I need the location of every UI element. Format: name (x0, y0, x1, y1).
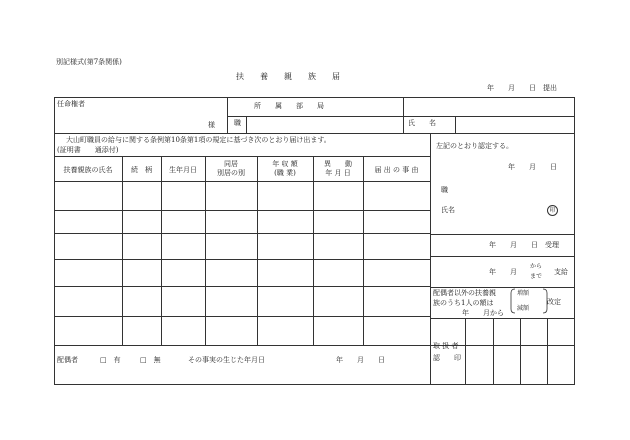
rule-col-1 (122, 156, 123, 345)
rule-top (54, 97, 575, 98)
name-label: 氏 名 (408, 119, 436, 127)
rule-row-3 (54, 259, 430, 260)
column-header: 届 出 の 事 由 (374, 166, 419, 174)
received-date: 年 月 日 受理 (489, 241, 559, 249)
submit-date: 年 月 日 提出 (487, 84, 557, 92)
form-name: 別記様式(第7条関係) (56, 58, 122, 66)
form-title: 扶 養 親 族 届 (236, 72, 340, 81)
rule-left (54, 97, 55, 384)
rule-col-2 (161, 156, 162, 345)
payment-made: まで (530, 273, 543, 280)
rule-right (574, 97, 575, 384)
column-header: 扶養親族の氏名 (63, 166, 113, 174)
spouse-no-option[interactable]: □ 無 (140, 356, 161, 364)
rule-row-1 (54, 210, 430, 211)
spouse-yes-option[interactable]: □ 有 (100, 356, 121, 364)
column-header: 異 動 年 月 日 (324, 160, 352, 177)
declaration-line2: (証明書 通添付) (57, 146, 119, 154)
appointer-label: 任命権者 (57, 100, 85, 108)
column-header: 続 柄 (131, 166, 152, 174)
rule-right-4 (430, 318, 575, 319)
payment-suffix: 支給 (554, 268, 568, 276)
increase-decrease-bracket (510, 288, 548, 314)
payment-kara: から (530, 263, 543, 270)
post-label: 職 (234, 119, 241, 127)
rule-top-bottom (54, 133, 575, 134)
certify-date: 年 月 日 (508, 163, 557, 171)
rule-row-6 (54, 345, 575, 346)
revise-label: 改定 (547, 298, 561, 306)
spouse-label: 配偶者 (57, 356, 78, 364)
handler-line2: 認 印 (433, 354, 461, 362)
rule-right-1 (430, 234, 575, 235)
rule-handler-4 (547, 318, 548, 384)
rule-row-5 (54, 316, 430, 317)
other-dependents-line3: 年 月から (462, 309, 504, 317)
rule-table-head-top (54, 156, 430, 157)
rule-col-5 (313, 156, 314, 345)
payment-start: 年 月 (489, 268, 517, 276)
certifier-name-label: 氏名 (441, 206, 455, 214)
rule-table-head-bottom (54, 181, 430, 182)
other-dependents-line2: 族のうち1人の額は (433, 299, 494, 307)
rule-post (246, 116, 247, 133)
rule-appointer (227, 97, 228, 133)
rule-panel (430, 133, 431, 384)
column-header: 年 収 額 (職 業) (272, 160, 298, 177)
bracket-right (543, 289, 547, 313)
rule-col-3 (205, 156, 206, 345)
certify-text: 左記のとおり認定する。 (436, 142, 513, 150)
rule-dept-right (403, 97, 404, 133)
declaration-line1: 大山町職員の給与に関する条例第10条第1項の規定に基づき次のとおり届け出ます。 (66, 136, 331, 144)
rule-name-label (455, 116, 456, 133)
rule-col-6 (363, 156, 364, 345)
rule-handler-1 (465, 318, 466, 384)
rule-right-2 (430, 256, 575, 257)
sama-label: 様 (208, 121, 215, 129)
rule-bottom (54, 384, 575, 385)
rule-dept-mid (227, 116, 575, 117)
column-header: 同居 別居の別 (217, 160, 245, 177)
occurrence-label: その事実の生じた年月日 (188, 356, 265, 364)
rule-row-4 (54, 286, 430, 287)
handler-line1: 取 扱 者 (433, 342, 459, 350)
certifier-post-label: 職 (441, 186, 448, 194)
decrease-label: 減額 (517, 305, 530, 312)
bracket-left (511, 289, 515, 313)
department-label: 所 属 部 局 (254, 102, 324, 110)
occurrence-date: 年 月 日 (336, 356, 385, 364)
increase-label: 増額 (517, 290, 530, 297)
rule-row-2 (54, 233, 430, 234)
column-header: 生年月日 (169, 166, 197, 174)
rule-handler-2 (493, 318, 494, 384)
seal-mark: 印 (547, 205, 558, 216)
rule-right-3 (430, 287, 575, 288)
rule-col-4 (257, 156, 258, 345)
rule-handler-3 (520, 318, 521, 384)
other-dependents-line1: 配偶者以外の扶養親 (433, 289, 496, 297)
